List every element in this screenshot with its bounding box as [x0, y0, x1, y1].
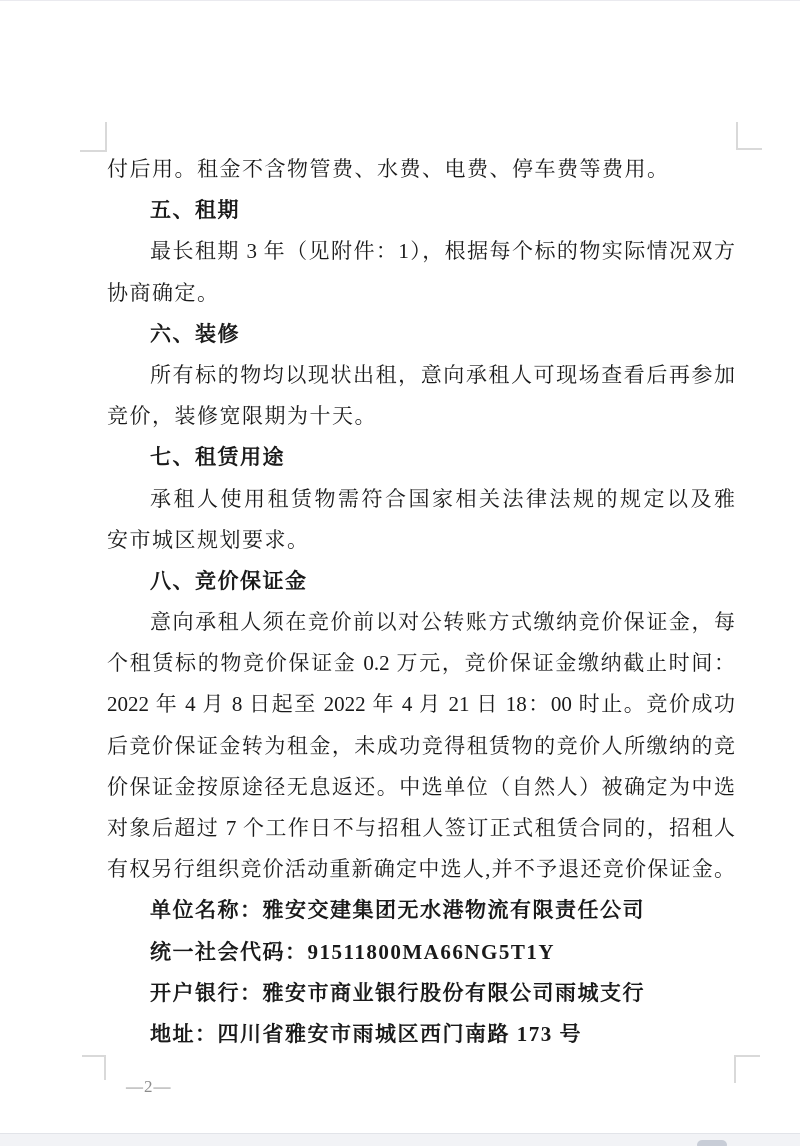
- document-line: 统一社会代码：91511800MA66NG5T1Y: [150, 939, 555, 964]
- document-line: 有权另行组织竞价活动重新确定中选人,并不予退还竞价保证金。: [107, 857, 735, 882]
- document-line: 2022 年 4 月 8 日起至 2022 年 4 月 21 日 18：00 时止。竞价成功: [107, 692, 735, 717]
- margin-corner-mark-top-right: [736, 122, 762, 150]
- document-line: 地址：四川省雅安市雨城区西门南路 173 号: [150, 1021, 582, 1046]
- document-line: 竞价，装修宽限期为十天。: [107, 404, 377, 429]
- document-line: 所有标的物均以现状出租，意向承租人可现场查看后再参加: [150, 362, 735, 387]
- page-number: —2—: [126, 1077, 172, 1096]
- margin-corner-mark-bottom-right: [734, 1055, 760, 1083]
- document-line: 承租人使用租赁物需符合国家相关法律法规的规定以及雅: [150, 486, 735, 511]
- document-line: 八、竞价保证金: [150, 568, 308, 593]
- margin-corner-mark-bottom-left: [82, 1055, 106, 1080]
- document-line: 六、装修: [150, 321, 240, 346]
- document-line: 开户银行：雅安市商业银行股份有限公司雨城支行: [150, 980, 645, 1005]
- document-line: 付后用。租金不含物管费、水费、电费、停车费等费用。: [107, 157, 670, 181]
- document-line: 后竞价保证金转为租金，未成功竞得租赁物的竞价人所缴纳的竞: [107, 733, 735, 758]
- document-line: 对象后超过 7 个工作日不与招租人签订正式租赁合同的，招租人: [107, 816, 735, 840]
- document-line: 五、租期: [150, 198, 240, 223]
- page-top-edge-line: [0, 0, 800, 1]
- document-line: 单位名称：雅安交建集团无水港物流有限责任公司: [150, 898, 645, 923]
- document-line: 最长租期 3 年（见附件：1），根据每个标的物实际情况双方: [150, 239, 735, 264]
- document-line: 价保证金按原途径无息返还。中选单位（自然人）被确定为中选: [107, 774, 735, 799]
- document-line: 个租赁标的物竞价保证金 0.2 万元，竞价保证金缴纳截止时间：: [107, 651, 735, 676]
- document-line: 协商确定。: [107, 280, 220, 305]
- margin-corner-mark-top-left: [80, 122, 107, 152]
- document-line: 七、租赁用途: [150, 445, 285, 470]
- document-line: 安市城区规划要求。: [107, 527, 310, 552]
- document-line: 意向承租人须在竞价前以对公转账方式缴纳竞价保证金，每: [150, 610, 735, 635]
- horizontal-scrollbar-thumb[interactable]: [697, 1140, 727, 1146]
- viewer-bottom-bar: [0, 1133, 800, 1146]
- document-text-block: [107, 149, 735, 1055]
